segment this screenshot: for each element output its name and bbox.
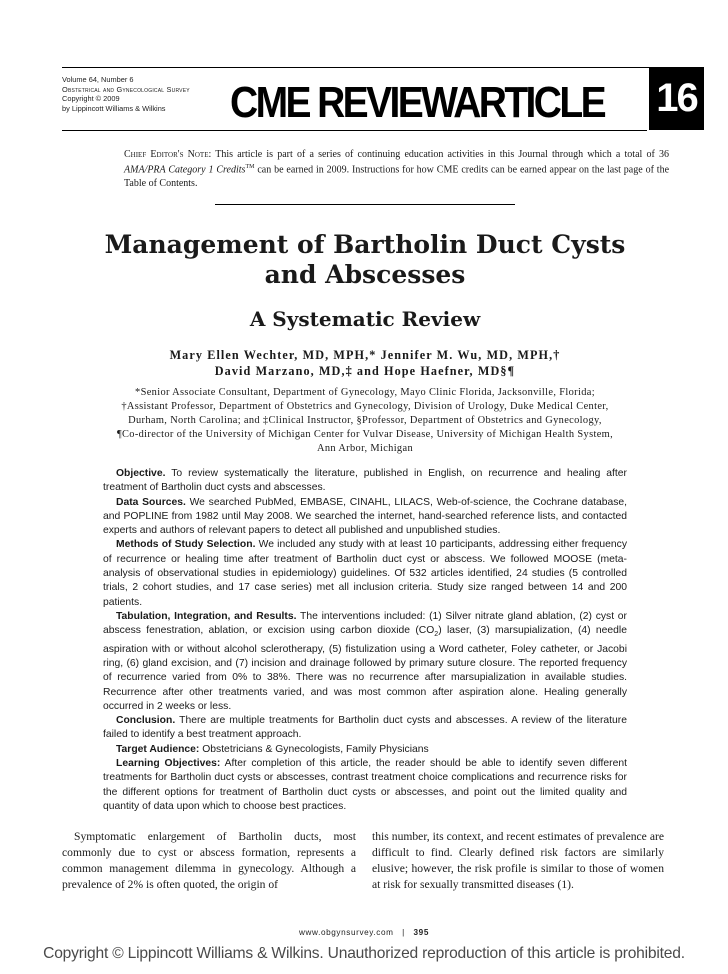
- affiliation-line: ¶Co-director of the University of Michigan Center for Vulvar Disease, University of Michigan Health System,: [116, 429, 614, 440]
- body-paragraph: this number, its context, and recent estimates of prevalence are difficult to find. Clearly defined risk factors are similarly elusive; however, the risk profile is similar to those of women at risk for sexually transmitted diseases (1).: [372, 830, 664, 892]
- publisher-line: by Lippincott Williams & Wilkins: [62, 103, 166, 113]
- affiliation-line: †Assistant Professor, Department of Obstetrics and Gynecology, Division of Urology, Duke Medical Center,: [121, 401, 609, 412]
- editor-note-text-before: This article is part of a series of continuing education activities in this Journal through which a total of 36: [211, 149, 669, 160]
- body-column-right: [372, 829, 664, 893]
- sources-text: We searched PubMed, EMBASE, CINAHL, LILACS, Web-of-science, the Cochrane database, and POPLINE from 1982 until May 2008. We searched the internet, hand-searched reference lists, and contacted experts and authors of relevant papers to detect all published and unpublished studies.: [103, 496, 627, 537]
- authors-line-2: David Marzano, MD,‡ and Hope Haefner, MD§¶: [214, 364, 516, 378]
- affiliation-line: Durham, North Carolina; and ‡Clinical Instructor, §Professor, Department of Obstetrics and Gynecology,: [128, 415, 602, 426]
- conclusion-text: There are multiple treatments for Bartholin duct cysts and abscesses. A review of the literature failed to identify a best treatment approach.: [103, 715, 627, 741]
- objective-label: Objective.: [116, 468, 166, 479]
- results-label: Tabulation, Integration, and Results.: [116, 610, 297, 622]
- copyright-line: Copyright © 2009: [62, 94, 120, 104]
- abstract-results: [103, 610, 627, 714]
- results-subscript: 2: [434, 631, 439, 639]
- page-footer: [0, 928, 728, 937]
- article-subtitle: A Systematic Review: [249, 307, 481, 331]
- methods-label: Methods of Study Selection.: [116, 539, 256, 551]
- affiliation-line: Ann Arbor, Michigan: [317, 443, 413, 454]
- sources-label: Data Sources.: [116, 496, 186, 508]
- body-paragraph: Symptomatic enlargement of Bartholin ducts, most commonly due to cyst or abscess formation, represents a common management dilemma in gynecology. Although a prevalence of 2% is often quoted, the origin of: [62, 830, 356, 892]
- editor-note-tm: TM: [245, 164, 255, 171]
- authors-line-1: Mary Ellen Wechter, MD, MPH,* Jennifer M. Wu, MD, MPH,†: [169, 348, 561, 362]
- methods-text: We included any study with at least 10 participants, addressing either frequency of recurrence or healing time after treatment of Bartholin duct cyst or abscess. We followed MOOSE (meta-analysis of observational studies in epidemiology) guidelines. Of 532 articles identified, 24 studies (5 controlled trials, 2 cohort studies, and 17 case series) met all inclusion criteria. Study size ranged between 14 and 200 patients.: [103, 539, 628, 608]
- copyright-notice: Copyright © Lippincott Williams & Wilkins. Unauthorized reproduction of this article is prohibited.: [43, 945, 685, 962]
- abstract-audience: [103, 743, 627, 757]
- cme-banner: CME REVIEWARTICLE: [230, 78, 604, 128]
- journal-url: www.obgynsurvey.com: [299, 928, 394, 937]
- cme-number-badge: 16: [649, 67, 704, 130]
- audience-text: Obstetricians & Gynecologists, Family Physicians: [199, 743, 429, 755]
- abstract: [103, 467, 627, 814]
- editor-note-text-after: can be earned in 2009. Instructions for how CME credits can be earned appear on the last page of the Table of Contents.: [124, 164, 670, 189]
- results-text-before: The interventions included: (1) Silver nitrate gland ablation, (2) cyst or abscess fenestration, ablation, or excision using carbon dioxide (CO: [103, 610, 627, 637]
- audience-label: Target Audience:: [116, 743, 200, 755]
- objective-text: To review systematically the literature, published in English, on recurrence and healing after treatment of Bartholin duct cysts and abscesses.: [103, 468, 627, 494]
- learning-text: After completion of this article, the reader should be able to identify seven different treatments for Bartholin duct cysts or abscesses, contrast treatment choice complications and recurrence risks for the different options for treatment of Bartholin duct cysts or abscesses, and point out the limited quality and quantity of data upon which to choose best practices.: [103, 758, 627, 812]
- editor-note: [124, 148, 669, 190]
- affiliation-line: *Senior Associate Consultant, Department of Gynecology, Mayo Clinic Florida, Jacksonville, Florida;: [135, 387, 595, 398]
- journal-meta: [62, 75, 232, 113]
- journal-name: Obstetrical and Gynecological Survey: [62, 84, 190, 94]
- editor-note-credits: AMA/PRA Category 1 Credits: [124, 164, 246, 176]
- article-title: [60, 230, 670, 290]
- abstract-objective: [103, 467, 627, 496]
- affiliations: [82, 386, 648, 456]
- footer-divider: |: [402, 928, 405, 937]
- title-line-2: and Abscesses: [264, 260, 466, 289]
- header-bottom-rule: [62, 130, 647, 131]
- page-number: 395: [413, 928, 429, 937]
- abstract-learning: [103, 757, 627, 814]
- title-line-1: Management of Bartholin Duct Cysts: [104, 230, 626, 259]
- conclusion-label: Conclusion.: [116, 715, 176, 727]
- section-separator: [215, 204, 515, 205]
- header-top-rule: [62, 67, 704, 68]
- body-column-left: [62, 829, 356, 893]
- author-list: [100, 347, 630, 379]
- results-text-after: ) laser, (3) marsupialization, (4) needle aspiration with or without alcohol sclerotherapy, (5) fistulization using a Word catheter, Foley catheter, or Jacobi ring, (6) gland excision, and (7) incision and drainage followed by primary suture closure. The reported frequency of recurrence varied from 0% to 38%. There was no recurrence after marsupialization in available studies. Recurrence after other treatments varied, and was most common after aspiration alone. Healing generally occurred in 2 weeks or less.: [103, 625, 627, 712]
- abstract-conclusion: [103, 714, 627, 743]
- volume-line: Volume 64, Number 6: [62, 75, 134, 84]
- abstract-sources: [103, 496, 627, 539]
- editor-note-label: Chief Editor's Note:: [124, 149, 212, 160]
- abstract-methods: [103, 538, 627, 609]
- learning-label: Learning Objectives:: [116, 758, 221, 769]
